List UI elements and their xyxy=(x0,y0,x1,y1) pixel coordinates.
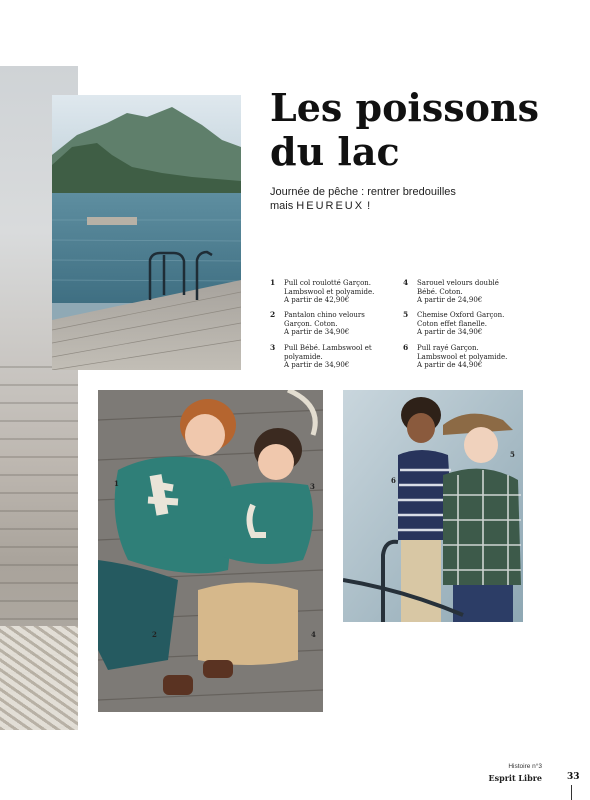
subtitle xyxy=(270,185,530,213)
product-number: 6 xyxy=(403,343,409,352)
product-number: 4 xyxy=(403,278,409,287)
page-title: Les poissons du lac xyxy=(270,85,540,174)
subtitle-line-1: Journée de pêche : rentrer bredouilles xyxy=(270,186,456,198)
page-number: 33 xyxy=(567,772,580,782)
boys-rail-illustration xyxy=(343,390,523,622)
product-number: 2 xyxy=(270,310,276,319)
footer-magazine-name: Esprit Libre xyxy=(488,773,542,783)
product-item-5 xyxy=(403,311,528,337)
product-line: Chemise Oxford Garçon. xyxy=(417,311,505,319)
product-line: Pull rayé Garçon. xyxy=(417,344,479,352)
product-line: Bébé. Coton. xyxy=(417,287,463,296)
footer-issue: Histoire n°3 xyxy=(508,763,542,770)
product-line: Pantalon chino velours xyxy=(284,311,365,319)
product-line: Pull col roulotté Garçon. xyxy=(284,279,372,287)
product-price: A partir de 44,90€ xyxy=(417,361,483,370)
photo-label-1: 1 xyxy=(114,479,119,488)
product-item-6 xyxy=(403,344,528,370)
lake-photo xyxy=(52,95,241,370)
subtitle-emphasis: HEUREUX xyxy=(296,200,365,212)
product-price: A partir de 24,90€ xyxy=(417,296,483,305)
lake-photo-illustration xyxy=(52,95,241,370)
product-item-3 xyxy=(270,344,395,370)
product-line: Pull Bébé. Lambswool et xyxy=(284,344,372,352)
product-line: Lambswool et polyamide. xyxy=(417,352,508,361)
product-line: polyamide. xyxy=(284,352,323,361)
product-item-2 xyxy=(270,311,395,337)
product-item-1 xyxy=(270,279,395,305)
product-price: A partir de 34,90€ xyxy=(284,361,350,370)
product-number: 5 xyxy=(403,310,409,319)
photo-label-5: 5 xyxy=(510,450,515,459)
boys-lying-illustration xyxy=(98,390,323,712)
photo-label-6: 6 xyxy=(391,476,396,485)
product-line: Coton effet flanelle. xyxy=(417,319,487,328)
subtitle-prefix: mais xyxy=(270,200,294,212)
product-price: A partir de 34,90€ xyxy=(284,328,350,337)
photo-label-4: 4 xyxy=(311,630,316,639)
product-line: Lambswool et polyamide. xyxy=(284,287,375,296)
subtitle-line-2 xyxy=(270,199,530,213)
product-number: 1 xyxy=(270,278,276,287)
product-price: A partir de 34,90€ xyxy=(417,328,483,337)
photo-label-2: 2 xyxy=(152,630,157,639)
photo-label-3: 3 xyxy=(310,482,315,491)
product-item-4 xyxy=(403,279,528,305)
product-line: Sarouel velours doublé xyxy=(417,279,499,287)
product-price: A partir de 42,90€ xyxy=(284,296,350,305)
boys-lying-photo xyxy=(98,390,323,712)
subtitle-suffix: ! xyxy=(367,200,371,212)
product-line: Garçon. Coton. xyxy=(284,319,338,328)
rope-coil xyxy=(0,626,78,730)
footer-rule xyxy=(571,785,572,800)
product-number: 3 xyxy=(270,343,276,352)
boys-rail-photo xyxy=(343,390,523,622)
